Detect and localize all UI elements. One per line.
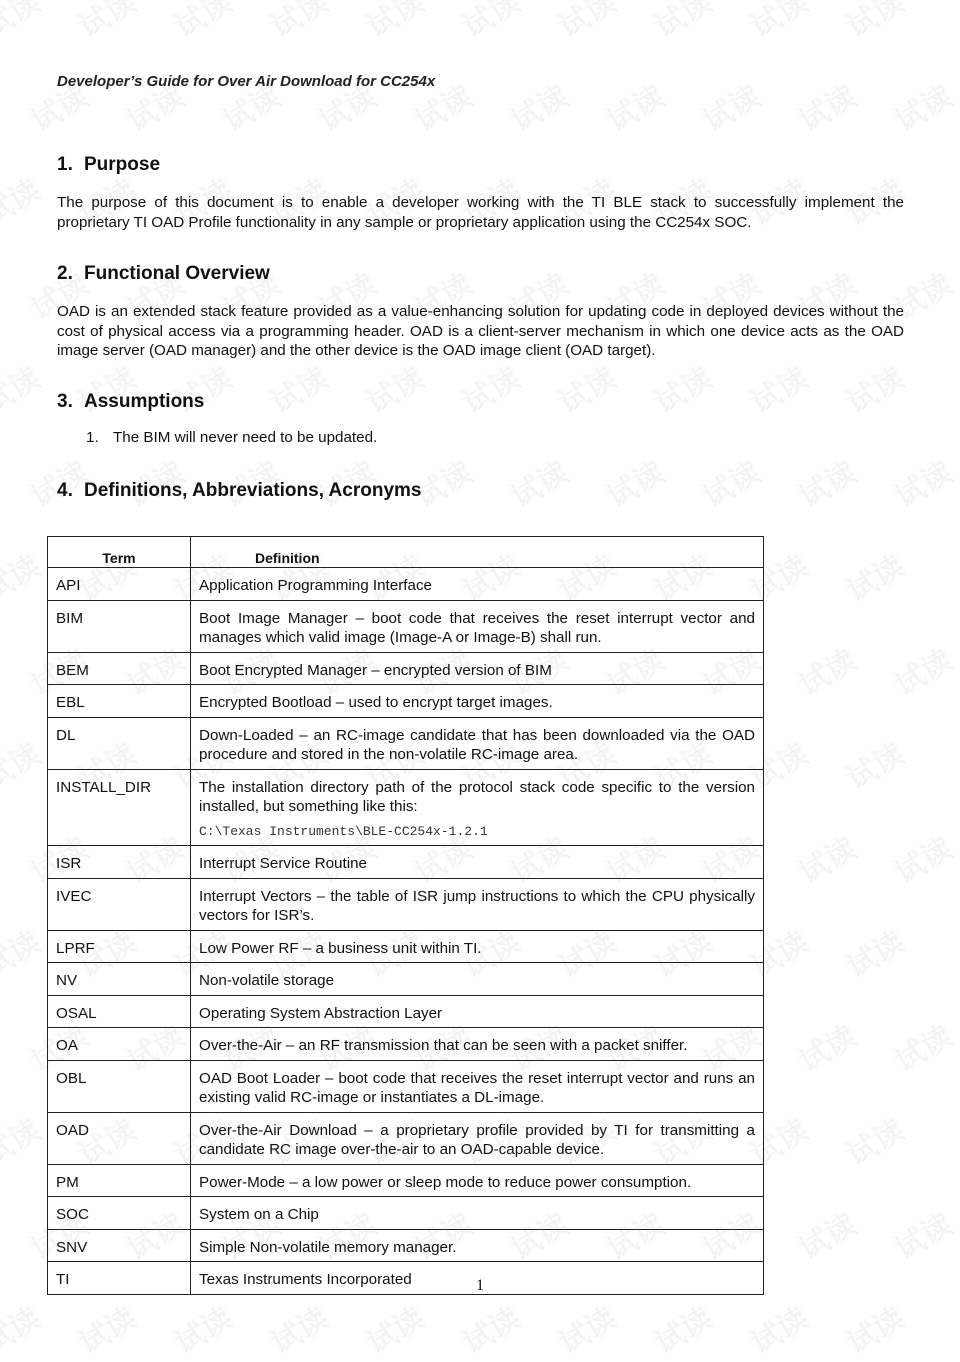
table-row — [48, 600, 764, 652]
term-cell: ISR — [48, 846, 191, 879]
running-header: Developer’s Guide for Over Air Download for CC254x — [57, 73, 436, 90]
table-row — [48, 1164, 764, 1197]
table-row — [48, 963, 764, 996]
definition-cell — [191, 1164, 764, 1197]
table-row — [48, 1229, 764, 1262]
table-row — [48, 1112, 764, 1164]
term-cell: SNV — [48, 1229, 191, 1262]
table-row — [48, 652, 764, 685]
term-cell: OSAL — [48, 995, 191, 1028]
install-path-code: C:\Texas Instruments\BLE-CC254x-1.2.1 — [199, 823, 488, 839]
list-item-number: 1. — [86, 429, 99, 446]
definition-text: The installation directory path of the protocol stack code specific to the version installed, but something like this: — [199, 778, 755, 815]
table-row — [48, 1197, 764, 1230]
functional-overview-paragraph: OAD is an extended stack feature provided as a value-enhancing solution for updating code in deployed devices without the cost of physical access via a programming header. OAD is a client-server mechanism in which one device acts as the OAD image server (OAD manager) and the other device is the OAD image client (OAD target). — [57, 303, 904, 359]
term-cell: OAD — [48, 1112, 191, 1164]
definition-cell — [191, 652, 764, 685]
table-row — [48, 995, 764, 1028]
definition-cell — [191, 600, 764, 652]
definition-cell — [191, 717, 764, 769]
term-cell: SOC — [48, 1197, 191, 1230]
definition-cell — [191, 1229, 764, 1262]
list-item-text: The BIM will never need to be updated. — [113, 429, 378, 446]
definition-text: Low Power RF – a business unit within TI. — [199, 939, 482, 957]
term-cell: BIM — [48, 600, 191, 652]
definitions-table-body — [48, 568, 764, 1295]
definition-cell — [191, 995, 764, 1028]
section-title: Purpose — [84, 154, 161, 175]
term-cell: DL — [48, 717, 191, 769]
definition-cell — [191, 1028, 764, 1061]
definition-cell — [191, 878, 764, 930]
definition-cell — [191, 685, 764, 718]
section-heading-definitions — [57, 480, 421, 502]
term-cell: IVEC — [48, 878, 191, 930]
definition-text: Boot Encrypted Manager – encrypted version of BIM — [199, 661, 552, 679]
page-number: 1 — [476, 1277, 484, 1294]
table-row — [48, 717, 764, 769]
definition-cell — [191, 568, 764, 601]
term-cell: NV — [48, 963, 191, 996]
term-cell: API — [48, 568, 191, 601]
definition-text: Interrupt Vectors – the table of ISR jump instructions to which the CPU physically vectors for ISR’s. — [199, 887, 755, 924]
term-cell: OBL — [48, 1060, 191, 1112]
definition-text: OAD Boot Loader – boot code that receives the reset interrupt vector and runs an existing valid RC-image or instantiates a DL-image. — [199, 1069, 755, 1106]
definition-text: Interrupt Service Routine — [199, 855, 367, 872]
assumption-list-item — [86, 429, 377, 446]
definition-text: Down-Loaded – an RC-image candidate that has been downloaded via the OAD procedure and stored in the non-volatile RC-image area. — [199, 726, 755, 763]
definition-text: Over-the-Air Download – a proprietary profile provided by TI for transmitting a candidate RC image over-the-air to an OAD-capable device. — [199, 1121, 755, 1158]
term-column-header: Term — [48, 537, 191, 568]
section-heading-functional-overview — [57, 263, 270, 285]
definition-cell — [191, 846, 764, 879]
section-number: 1. — [57, 154, 73, 175]
term-cell: BEM — [48, 652, 191, 685]
table-row — [48, 769, 764, 846]
table-row — [48, 1028, 764, 1061]
section-title: Assumptions — [84, 391, 205, 412]
definition-text: System on a Chip — [199, 1206, 319, 1223]
definition-text: Application Programming Interface — [199, 577, 432, 594]
section-title: Functional Overview — [84, 263, 270, 284]
section-number: 3. — [57, 391, 73, 412]
definition-cell — [191, 1060, 764, 1112]
definition-cell — [191, 1197, 764, 1230]
table-row — [48, 878, 764, 930]
definition-text: Texas Instruments Incorporated — [199, 1271, 412, 1288]
definition-text: Boot Image Manager – boot code that receives the reset interrupt vector and manages which valid image (Image-A or Image-B) shall run. — [199, 609, 755, 646]
section-title: Definitions, Abbreviations, Acronyms — [84, 480, 422, 501]
section-number: 2. — [57, 263, 73, 284]
definition-column-header: Definition — [191, 537, 764, 568]
term-cell: LPRF — [48, 930, 191, 963]
section-number: 4. — [57, 480, 73, 501]
term-cell: PM — [48, 1164, 191, 1197]
section-heading-assumptions — [57, 391, 204, 413]
section-heading-purpose — [57, 154, 160, 176]
definition-cell — [191, 930, 764, 963]
definition-cell — [191, 963, 764, 996]
definition-text: Encrypted Bootload – used to encrypt target images. — [199, 694, 553, 711]
term-cell: INSTALL_DIR — [48, 769, 191, 846]
definition-text: Operating System Abstraction Layer — [199, 1004, 443, 1022]
definition-cell — [191, 1112, 764, 1164]
definition-text: Simple Non-volatile memory manager. — [199, 1238, 457, 1256]
term-cell: OA — [48, 1028, 191, 1061]
purpose-paragraph: The purpose of this document is to enable a developer working with the TI BLE stack to successfully implement the proprietary TI OAD Profile functionality in any sample or proprietary application using the CC254x SOC. — [57, 194, 904, 231]
definition-text: Non-volatile storage — [199, 972, 335, 989]
term-cell: EBL — [48, 685, 191, 718]
definition-text: Power-Mode – a low power or sleep mode to reduce power consumption. — [199, 1173, 692, 1191]
term-cell: TI — [48, 1262, 191, 1295]
table-row — [48, 568, 764, 601]
definitions-table — [47, 536, 764, 1295]
table-row — [48, 1060, 764, 1112]
definition-text: Over-the-Air – an RF transmission that can be seen with a packet sniffer. — [199, 1037, 688, 1054]
table-row — [48, 930, 764, 963]
definition-cell — [191, 769, 764, 846]
table-row — [48, 685, 764, 718]
table-row — [48, 846, 764, 879]
